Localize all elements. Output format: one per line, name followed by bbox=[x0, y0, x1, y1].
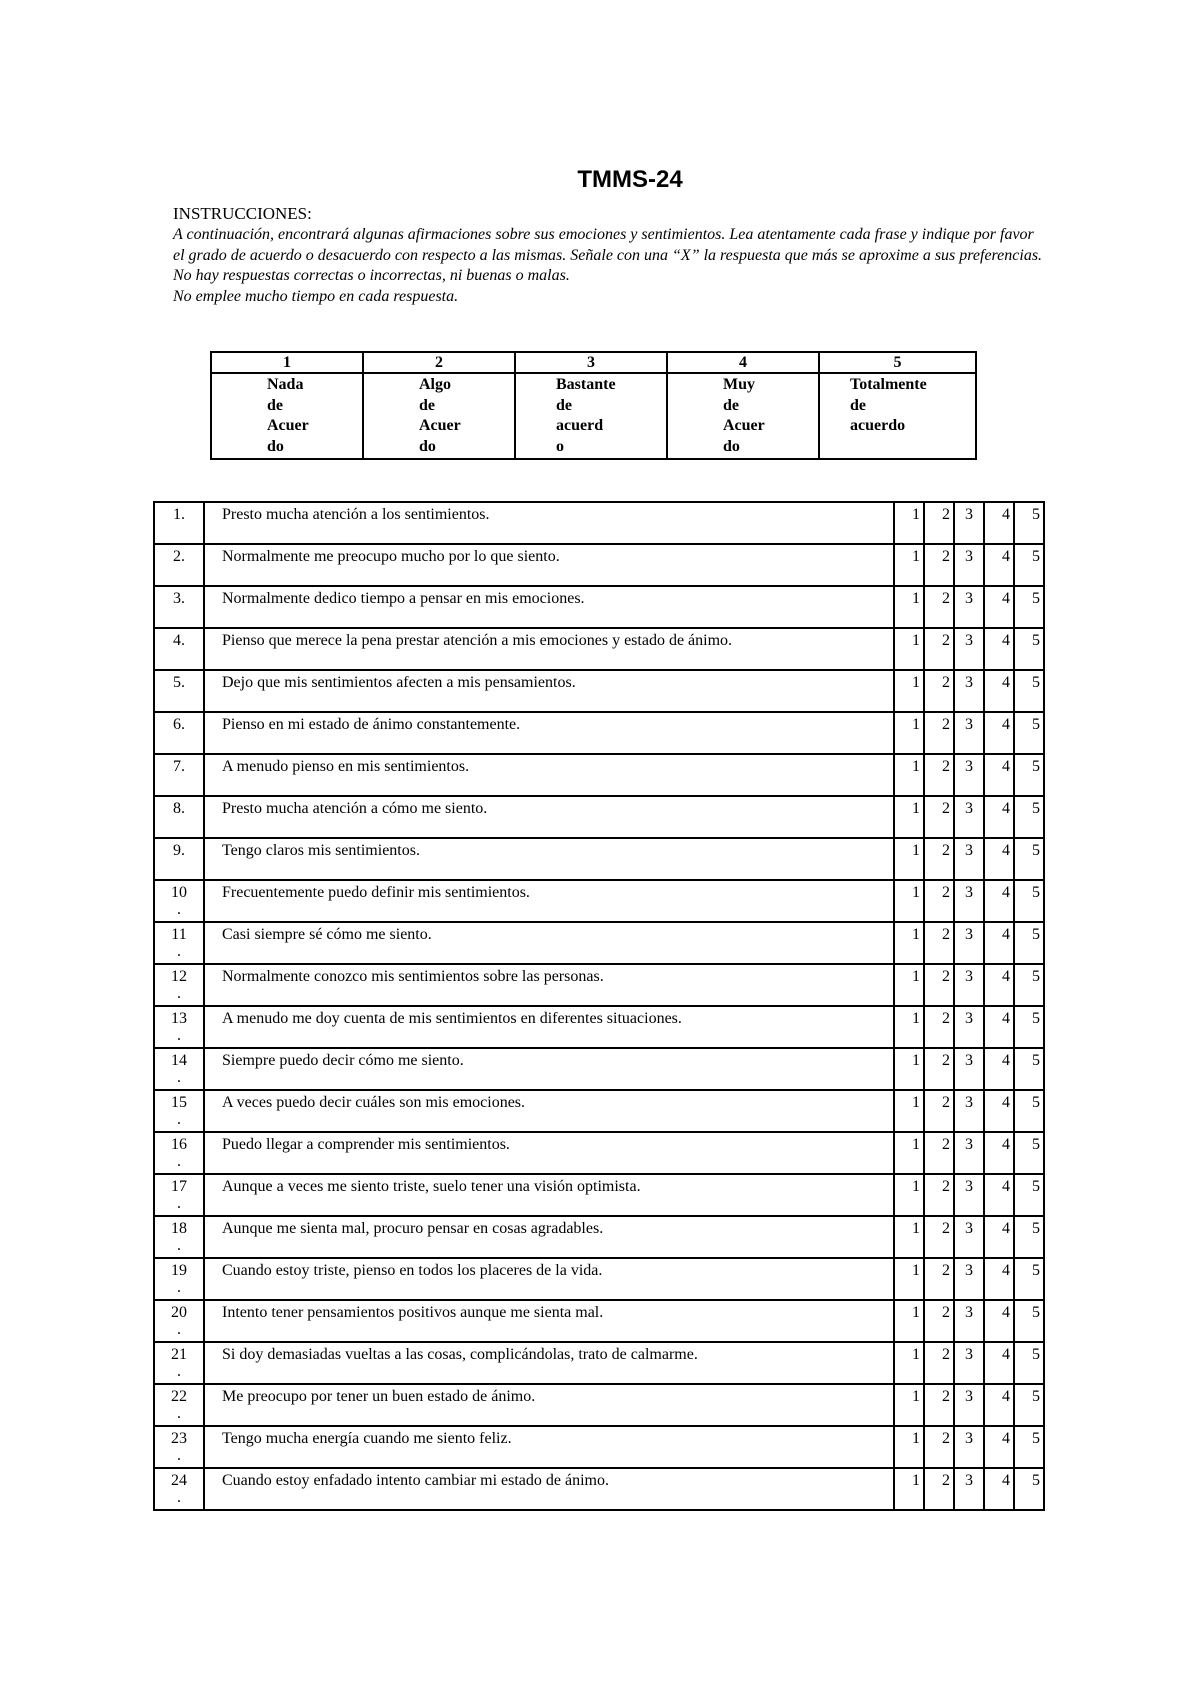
scale-label-line: de bbox=[419, 396, 435, 414]
answer-option-4[interactable]: 4 bbox=[984, 1258, 1014, 1300]
answer-option-3[interactable]: 3 bbox=[954, 712, 984, 754]
answer-option-1[interactable]: 1 bbox=[894, 544, 924, 586]
answer-option-1[interactable]: 1 bbox=[894, 712, 924, 754]
item-statement: Cuando estoy triste, pienso en todos los placeres de la vida. bbox=[204, 1258, 894, 1300]
table-row bbox=[154, 964, 1044, 1006]
item-number bbox=[154, 1384, 204, 1426]
item-number-line: 24 bbox=[171, 1472, 187, 1489]
item-number-line: . bbox=[177, 1153, 181, 1170]
answer-option-3[interactable]: 3 bbox=[954, 1132, 984, 1174]
answer-option-5[interactable]: 5 bbox=[1014, 1468, 1044, 1510]
item-number-line: . bbox=[177, 1069, 181, 1086]
answer-option-5[interactable]: 5 bbox=[1014, 1384, 1044, 1426]
answer-option-5[interactable]: 5 bbox=[1014, 754, 1044, 796]
answer-option-3[interactable]: 3 bbox=[954, 670, 984, 712]
scale-label-line: de bbox=[556, 396, 572, 414]
answer-option-4[interactable]: 4 bbox=[984, 544, 1014, 586]
item-statement: Intento tener pensamientos positivos aunque me sienta mal. bbox=[204, 1300, 894, 1342]
scale-label-line: o bbox=[556, 437, 564, 455]
answer-option-3[interactable]: 3 bbox=[954, 1468, 984, 1510]
answer-option-3[interactable]: 3 bbox=[954, 964, 984, 1006]
answer-option-4[interactable]: 4 bbox=[984, 796, 1014, 838]
item-number bbox=[154, 628, 204, 670]
answer-option-4[interactable]: 4 bbox=[984, 1342, 1014, 1384]
scale-value: 2 bbox=[363, 352, 515, 373]
scale-label-line: do bbox=[419, 437, 436, 455]
item-number bbox=[154, 964, 204, 1006]
answer-option-5[interactable]: 5 bbox=[1014, 670, 1044, 712]
questionnaire-table bbox=[153, 501, 1045, 1511]
item-number-line: 1. bbox=[173, 506, 185, 523]
answer-option-2[interactable]: 2 bbox=[924, 838, 954, 880]
answer-option-1[interactable]: 1 bbox=[894, 670, 924, 712]
item-number-line: 17 bbox=[171, 1178, 187, 1195]
answer-option-2[interactable]: 2 bbox=[924, 1048, 954, 1090]
scale-label-line: Totalmente bbox=[850, 376, 927, 393]
answer-option-1[interactable]: 1 bbox=[894, 880, 924, 922]
table-row bbox=[154, 1468, 1044, 1510]
item-number-line: 8. bbox=[173, 800, 185, 817]
answer-option-5[interactable]: 5 bbox=[1014, 586, 1044, 628]
table-row bbox=[154, 670, 1044, 712]
answer-option-4[interactable]: 4 bbox=[984, 712, 1014, 754]
scale-label-line: de bbox=[723, 396, 739, 414]
instructions-paragraph: No emplee mucho tiempo en cada respuesta. bbox=[173, 287, 459, 305]
answer-option-3[interactable]: 3 bbox=[954, 922, 984, 964]
item-number-line: 3. bbox=[173, 590, 185, 607]
answer-option-3[interactable]: 3 bbox=[954, 838, 984, 880]
table-row bbox=[154, 922, 1044, 964]
answer-option-2[interactable]: 2 bbox=[924, 1468, 954, 1510]
item-number bbox=[154, 544, 204, 586]
answer-option-1[interactable]: 1 bbox=[894, 1468, 924, 1510]
item-number-line: 21 bbox=[171, 1346, 187, 1363]
scale-label-cell bbox=[515, 373, 667, 459]
item-number-line: . bbox=[177, 985, 181, 1002]
item-number-line: . bbox=[177, 1363, 181, 1380]
item-statement: Puedo llegar a comprender mis sentimientos. bbox=[204, 1132, 894, 1174]
answer-option-3[interactable]: 3 bbox=[954, 1384, 984, 1426]
scale-label-line: do bbox=[723, 437, 740, 455]
item-number-line: . bbox=[177, 1447, 181, 1464]
item-number-line: . bbox=[177, 1279, 181, 1296]
scale-label-line: Bastante bbox=[556, 376, 616, 393]
instructions-paragraph: No hay respuestas correctas o incorrectas, ni buenas o malas. bbox=[173, 267, 570, 284]
response-scale-table bbox=[210, 351, 977, 460]
item-number-line: 10 bbox=[171, 884, 187, 901]
answer-option-2[interactable]: 2 bbox=[924, 796, 954, 838]
answer-option-4[interactable]: 4 bbox=[984, 1132, 1014, 1174]
item-number-line: 7. bbox=[173, 758, 185, 775]
answer-option-2[interactable]: 2 bbox=[924, 1426, 954, 1468]
item-number bbox=[154, 1216, 204, 1258]
answer-option-2[interactable]: 2 bbox=[924, 502, 954, 544]
item-statement: Presto mucha atención a los sentimientos. bbox=[204, 502, 894, 544]
item-statement: A veces puedo decir cuáles son mis emociones. bbox=[204, 1090, 894, 1132]
answer-option-2[interactable]: 2 bbox=[924, 1006, 954, 1048]
item-number-line: 12 bbox=[171, 968, 187, 985]
answer-option-5[interactable]: 5 bbox=[1014, 1426, 1044, 1468]
scale-value: 1 bbox=[211, 352, 363, 373]
answer-option-1[interactable]: 1 bbox=[894, 1426, 924, 1468]
table-row bbox=[154, 1048, 1044, 1090]
answer-option-4[interactable]: 4 bbox=[984, 1300, 1014, 1342]
scale-label-cell bbox=[819, 373, 976, 459]
instructions-text bbox=[173, 225, 1045, 307]
answer-option-2[interactable]: 2 bbox=[924, 754, 954, 796]
item-number bbox=[154, 502, 204, 544]
answer-option-1[interactable]: 1 bbox=[894, 964, 924, 1006]
item-number bbox=[154, 1132, 204, 1174]
answer-option-2[interactable]: 2 bbox=[924, 880, 954, 922]
item-number bbox=[154, 922, 204, 964]
scale-label-line: acuerdo bbox=[850, 417, 906, 434]
item-number-line: 20 bbox=[171, 1304, 187, 1321]
item-statement: Normalmente me preocupo mucho por lo que siento. bbox=[204, 544, 894, 586]
table-row bbox=[154, 1258, 1044, 1300]
answer-option-4[interactable]: 4 bbox=[984, 838, 1014, 880]
answer-option-4[interactable]: 4 bbox=[984, 1216, 1014, 1258]
answer-option-5[interactable]: 5 bbox=[1014, 1174, 1044, 1216]
answer-option-5[interactable]: 5 bbox=[1014, 1048, 1044, 1090]
item-statement: Aunque a veces me siento triste, suelo tener una visión optimista. bbox=[204, 1174, 894, 1216]
instructions-paragraph: A continuación, encontrará algunas afirmaciones sobre sus emociones y sentimientos. Lea atentamente cada frase y indique por favor el grado de acuerdo o desacuerdo con respecto a las mismas. Señale con una “X” la respuesta que más se aproxime a sus preferencias. bbox=[173, 226, 1043, 264]
answer-option-4[interactable]: 4 bbox=[984, 628, 1014, 670]
answer-option-1[interactable]: 1 bbox=[894, 1300, 924, 1342]
item-statement: Presto mucha atención a cómo me siento. bbox=[204, 796, 894, 838]
answer-option-5[interactable]: 5 bbox=[1014, 880, 1044, 922]
answer-option-2[interactable]: 2 bbox=[924, 922, 954, 964]
scale-label-line: Acuer bbox=[723, 417, 765, 434]
table-row bbox=[154, 754, 1044, 796]
item-number bbox=[154, 1300, 204, 1342]
answer-option-1[interactable]: 1 bbox=[894, 796, 924, 838]
answer-option-3[interactable]: 3 bbox=[954, 586, 984, 628]
item-number bbox=[154, 1426, 204, 1468]
scale-value: 5 bbox=[819, 352, 976, 373]
item-number bbox=[154, 754, 204, 796]
scale-label-line: Acuer bbox=[267, 417, 309, 434]
scale-label-line: Algo bbox=[419, 376, 451, 393]
answer-option-2[interactable]: 2 bbox=[924, 712, 954, 754]
item-statement: Frecuentemente puedo definir mis sentimientos. bbox=[204, 880, 894, 922]
table-row bbox=[154, 1090, 1044, 1132]
answer-option-3[interactable]: 3 bbox=[954, 1006, 984, 1048]
answer-option-5[interactable]: 5 bbox=[1014, 1300, 1044, 1342]
answer-option-5[interactable]: 5 bbox=[1014, 838, 1044, 880]
scale-value: 4 bbox=[667, 352, 819, 373]
item-statement: Tengo mucha energía cuando me siento feliz. bbox=[204, 1426, 894, 1468]
item-number-line: . bbox=[177, 1027, 181, 1044]
table-row bbox=[154, 1006, 1044, 1048]
answer-option-1[interactable]: 1 bbox=[894, 1006, 924, 1048]
answer-option-2[interactable]: 2 bbox=[924, 1300, 954, 1342]
item-statement: Pienso en mi estado de ánimo constantemente. bbox=[204, 712, 894, 754]
answer-option-2[interactable]: 2 bbox=[924, 586, 954, 628]
answer-option-4[interactable]: 4 bbox=[984, 1426, 1014, 1468]
answer-option-3[interactable]: 3 bbox=[954, 1048, 984, 1090]
answer-option-3[interactable]: 3 bbox=[954, 628, 984, 670]
item-number bbox=[154, 1468, 204, 1510]
item-statement: Tengo claros mis sentimientos. bbox=[204, 838, 894, 880]
table-row bbox=[154, 712, 1044, 754]
answer-option-5[interactable]: 5 bbox=[1014, 1006, 1044, 1048]
item-number-line: 16 bbox=[171, 1136, 187, 1153]
item-statement: Si doy demasiadas vueltas a las cosas, complicándolas, trato de calmarme. bbox=[204, 1342, 894, 1384]
answer-option-1[interactable]: 1 bbox=[894, 1090, 924, 1132]
answer-option-4[interactable]: 4 bbox=[984, 880, 1014, 922]
answer-option-2[interactable]: 2 bbox=[924, 1258, 954, 1300]
answer-option-5[interactable]: 5 bbox=[1014, 1090, 1044, 1132]
answer-option-4[interactable]: 4 bbox=[984, 1090, 1014, 1132]
item-number-line: 23 bbox=[171, 1430, 187, 1447]
table-row bbox=[154, 1132, 1044, 1174]
answer-option-4[interactable]: 4 bbox=[984, 670, 1014, 712]
answer-option-4[interactable]: 4 bbox=[984, 964, 1014, 1006]
answer-option-1[interactable]: 1 bbox=[894, 754, 924, 796]
item-statement: Me preocupo por tener un buen estado de ánimo. bbox=[204, 1384, 894, 1426]
answer-option-4[interactable]: 4 bbox=[984, 1384, 1014, 1426]
item-number-line: . bbox=[177, 1195, 181, 1212]
item-number-line: 9. bbox=[173, 842, 185, 859]
answer-option-1[interactable]: 1 bbox=[894, 1258, 924, 1300]
item-number-line: 2. bbox=[173, 548, 185, 565]
answer-option-5[interactable]: 5 bbox=[1014, 712, 1044, 754]
answer-option-4[interactable]: 4 bbox=[984, 754, 1014, 796]
answer-option-1[interactable]: 1 bbox=[894, 586, 924, 628]
item-statement: Aunque me sienta mal, procuro pensar en cosas agradables. bbox=[204, 1216, 894, 1258]
item-number-line: . bbox=[177, 901, 181, 918]
item-number-line: 14 bbox=[171, 1052, 187, 1069]
item-number-line: . bbox=[177, 1237, 181, 1254]
answer-option-5[interactable]: 5 bbox=[1014, 502, 1044, 544]
table-row bbox=[154, 502, 1044, 544]
table-row bbox=[154, 1174, 1044, 1216]
item-number-line: 6. bbox=[173, 716, 185, 733]
item-number-line: 11 bbox=[171, 926, 187, 943]
answer-option-3[interactable]: 3 bbox=[954, 796, 984, 838]
answer-option-2[interactable]: 2 bbox=[924, 964, 954, 1006]
answer-option-3[interactable]: 3 bbox=[954, 1090, 984, 1132]
scale-label-line: do bbox=[267, 437, 284, 455]
answer-option-5[interactable]: 5 bbox=[1014, 628, 1044, 670]
answer-option-5[interactable]: 5 bbox=[1014, 1258, 1044, 1300]
answer-option-5[interactable]: 5 bbox=[1014, 964, 1044, 1006]
table-row bbox=[154, 796, 1044, 838]
answer-option-2[interactable]: 2 bbox=[924, 1174, 954, 1216]
answer-option-1[interactable]: 1 bbox=[894, 628, 924, 670]
item-statement: Normalmente dedico tiempo a pensar en mis emociones. bbox=[204, 586, 894, 628]
answer-option-3[interactable]: 3 bbox=[954, 502, 984, 544]
item-number-line: 5. bbox=[173, 674, 185, 691]
answer-option-1[interactable]: 1 bbox=[894, 1384, 924, 1426]
answer-option-1[interactable]: 1 bbox=[894, 1132, 924, 1174]
answer-option-1[interactable]: 1 bbox=[894, 1048, 924, 1090]
scale-value: 3 bbox=[515, 352, 667, 373]
instructions-heading: INSTRUCCIONES: bbox=[173, 204, 312, 223]
item-number bbox=[154, 1048, 204, 1090]
page-title: TMMS-24 bbox=[577, 166, 683, 193]
scale-label-line: Muy bbox=[723, 376, 755, 393]
table-row bbox=[154, 1300, 1044, 1342]
item-number bbox=[154, 838, 204, 880]
answer-option-3[interactable]: 3 bbox=[954, 1174, 984, 1216]
scale-label-cell bbox=[211, 373, 363, 459]
scale-label-line: de bbox=[267, 396, 283, 414]
scale-label-line: Acuer bbox=[419, 417, 461, 434]
table-row bbox=[154, 880, 1044, 922]
answer-option-5[interactable]: 5 bbox=[1014, 544, 1044, 586]
answer-option-4[interactable]: 4 bbox=[984, 502, 1014, 544]
answer-option-3[interactable]: 3 bbox=[954, 1216, 984, 1258]
answer-option-2[interactable]: 2 bbox=[924, 1090, 954, 1132]
answer-option-5[interactable]: 5 bbox=[1014, 1132, 1044, 1174]
answer-option-2[interactable]: 2 bbox=[924, 1216, 954, 1258]
item-number bbox=[154, 1258, 204, 1300]
table-row bbox=[154, 1342, 1044, 1384]
item-number-line: 19 bbox=[171, 1262, 187, 1279]
scale-label-cell bbox=[363, 373, 515, 459]
answer-option-5[interactable]: 5 bbox=[1014, 796, 1044, 838]
answer-option-1[interactable]: 1 bbox=[894, 1216, 924, 1258]
answer-option-4[interactable]: 4 bbox=[984, 1048, 1014, 1090]
item-number-line: 15 bbox=[171, 1094, 187, 1111]
answer-option-5[interactable]: 5 bbox=[1014, 1216, 1044, 1258]
answer-option-2[interactable]: 2 bbox=[924, 1384, 954, 1426]
table-row bbox=[154, 628, 1044, 670]
answer-option-2[interactable]: 2 bbox=[924, 544, 954, 586]
item-number bbox=[154, 670, 204, 712]
item-statement: A menudo pienso en mis sentimientos. bbox=[204, 754, 894, 796]
scale-label-line: de bbox=[850, 396, 866, 414]
item-number bbox=[154, 1174, 204, 1216]
answer-option-3[interactable]: 3 bbox=[954, 754, 984, 796]
item-number bbox=[154, 586, 204, 628]
item-number-line: 22 bbox=[171, 1388, 187, 1405]
item-number-line: . bbox=[177, 1321, 181, 1338]
table-row bbox=[154, 1216, 1044, 1258]
item-number-line: 18 bbox=[171, 1220, 187, 1237]
item-number bbox=[154, 880, 204, 922]
scale-label-cell bbox=[667, 373, 819, 459]
answer-option-3[interactable]: 3 bbox=[954, 880, 984, 922]
answer-option-3[interactable]: 3 bbox=[954, 1342, 984, 1384]
item-number bbox=[154, 1342, 204, 1384]
item-number bbox=[154, 1006, 204, 1048]
item-number-line: 13 bbox=[171, 1010, 187, 1027]
answer-option-1[interactable]: 1 bbox=[894, 1342, 924, 1384]
item-number-line: . bbox=[177, 1489, 181, 1506]
answer-option-1[interactable]: 1 bbox=[894, 502, 924, 544]
answer-option-3[interactable]: 3 bbox=[954, 1258, 984, 1300]
table-row bbox=[154, 1426, 1044, 1468]
answer-option-3[interactable]: 3 bbox=[954, 1426, 984, 1468]
answer-option-1[interactable]: 1 bbox=[894, 1174, 924, 1216]
item-statement: Siempre puedo decir cómo me siento. bbox=[204, 1048, 894, 1090]
item-statement: A menudo me doy cuenta de mis sentimientos en diferentes situaciones. bbox=[204, 1006, 894, 1048]
answer-option-2[interactable]: 2 bbox=[924, 628, 954, 670]
answer-option-3[interactable]: 3 bbox=[954, 1300, 984, 1342]
item-number-line: 4. bbox=[173, 632, 185, 649]
answer-option-4[interactable]: 4 bbox=[984, 922, 1014, 964]
answer-option-1[interactable]: 1 bbox=[894, 922, 924, 964]
answer-option-5[interactable]: 5 bbox=[1014, 922, 1044, 964]
answer-option-2[interactable]: 2 bbox=[924, 1132, 954, 1174]
item-statement: Normalmente conozco mis sentimientos sobre las personas. bbox=[204, 964, 894, 1006]
answer-option-4[interactable]: 4 bbox=[984, 586, 1014, 628]
item-number bbox=[154, 796, 204, 838]
item-statement: Casi siempre sé cómo me siento. bbox=[204, 922, 894, 964]
item-number bbox=[154, 712, 204, 754]
answer-option-4[interactable]: 4 bbox=[984, 1174, 1014, 1216]
answer-option-1[interactable]: 1 bbox=[894, 838, 924, 880]
answer-option-2[interactable]: 2 bbox=[924, 670, 954, 712]
table-row bbox=[154, 586, 1044, 628]
table-row bbox=[154, 1384, 1044, 1426]
item-statement: Cuando estoy enfadado intento cambiar mi estado de ánimo. bbox=[204, 1468, 894, 1510]
answer-option-4[interactable]: 4 bbox=[984, 1468, 1014, 1510]
scale-label-line: Nada bbox=[267, 376, 304, 393]
answer-option-2[interactable]: 2 bbox=[924, 1342, 954, 1384]
item-number bbox=[154, 1090, 204, 1132]
item-statement: Dejo que mis sentimientos afecten a mis pensamientos. bbox=[204, 670, 894, 712]
table-row bbox=[154, 838, 1044, 880]
item-statement: Pienso que merece la pena prestar atención a mis emociones y estado de ánimo. bbox=[204, 628, 894, 670]
answer-option-3[interactable]: 3 bbox=[954, 544, 984, 586]
answer-option-5[interactable]: 5 bbox=[1014, 1342, 1044, 1384]
item-number-line: . bbox=[177, 1111, 181, 1128]
scale-label-line: acuerd bbox=[556, 417, 604, 434]
item-number-line: . bbox=[177, 943, 181, 960]
table-row bbox=[154, 544, 1044, 586]
answer-option-4[interactable]: 4 bbox=[984, 1006, 1014, 1048]
item-number-line: . bbox=[177, 1405, 181, 1422]
